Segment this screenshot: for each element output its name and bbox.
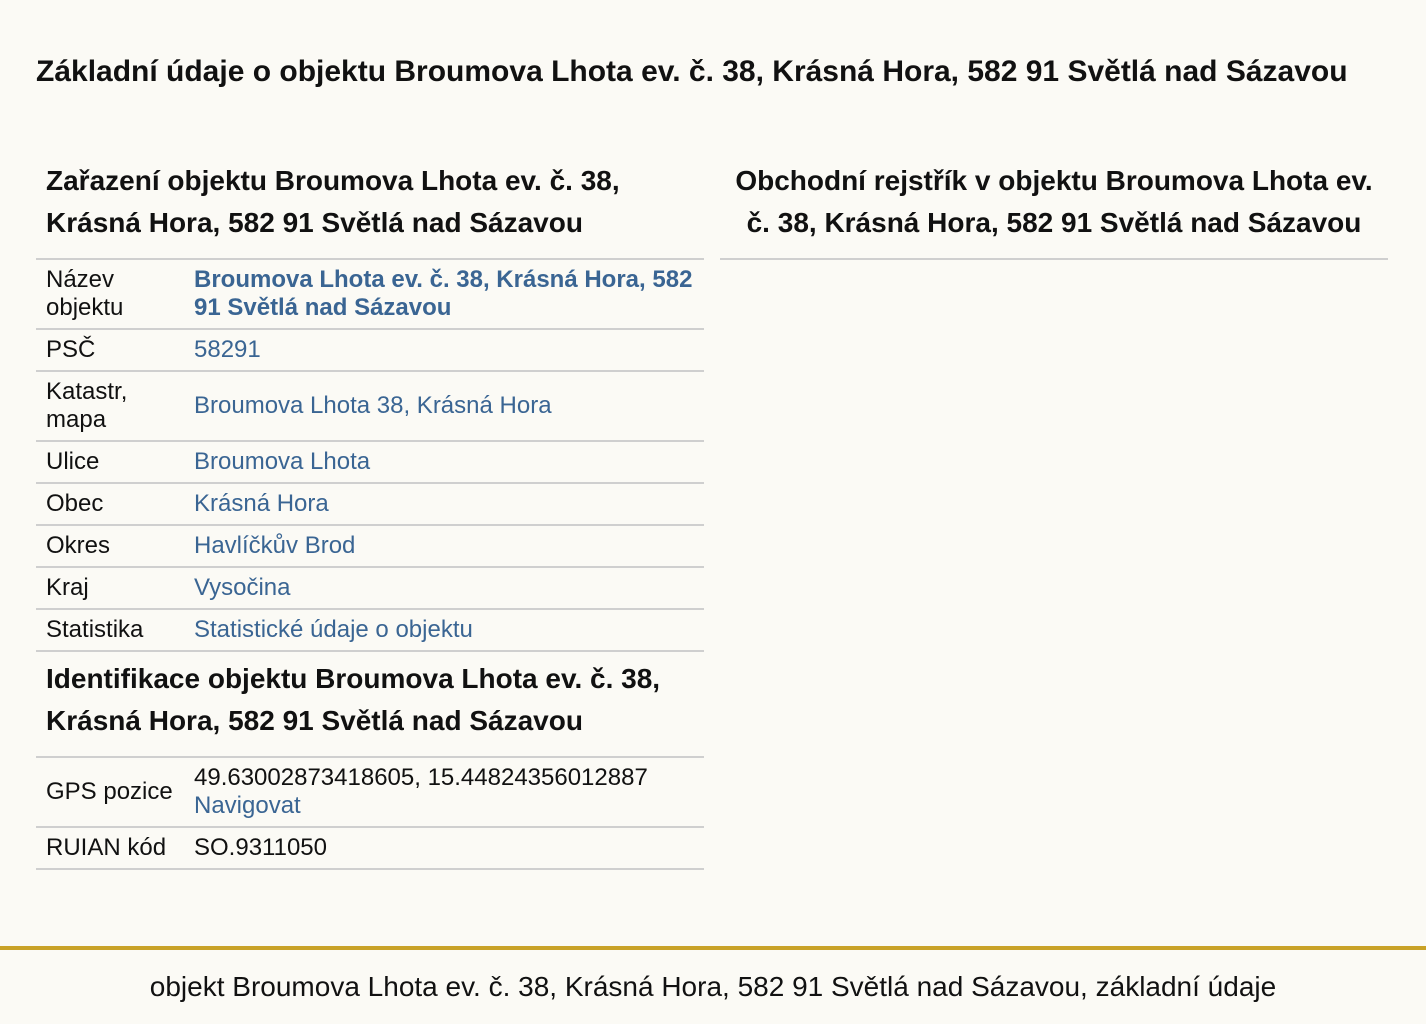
right-column bbox=[720, 160, 1388, 260]
page-title: Základní údaje o objektu Broumova Lhota ev. č. 38, Krásná Hora, 582 91 Světlá nad Sázavou bbox=[36, 55, 1348, 88]
row-label-psc: PSČ bbox=[36, 329, 186, 371]
classification-heading: Zařazení objektu Broumova Lhota ev. č. 38, Krásná Hora, 582 91 Světlá nad Sázavou bbox=[36, 160, 704, 260]
table-row bbox=[36, 441, 704, 483]
object-name-link[interactable]: Broumova Lhota ev. č. 38, Krásná Hora, 582 91 Světlá nad Sázavou bbox=[194, 266, 693, 321]
table-row bbox=[36, 525, 704, 567]
table-row bbox=[36, 329, 704, 371]
ruian-code: SO.9311050 bbox=[186, 827, 704, 869]
footer-text: objekt Broumova Lhota ev. č. 38, Krásná Hora, 582 91 Světlá nad Sázavou, základní údaje bbox=[149, 971, 1277, 1002]
municipality-link[interactable]: Krásná Hora bbox=[194, 490, 329, 517]
statistics-link[interactable]: Statistické údaje o objektu bbox=[194, 616, 473, 643]
row-label-municipality: Obec bbox=[36, 483, 186, 525]
navigate-link[interactable]: Navigovat bbox=[194, 792, 301, 819]
row-label-cadastre: Katastr, mapa bbox=[36, 371, 186, 441]
row-label-region: Kraj bbox=[36, 567, 186, 609]
table-row bbox=[36, 371, 704, 441]
street-link[interactable]: Broumova Lhota bbox=[194, 448, 371, 475]
district-link[interactable]: Havlíčkův Brod bbox=[194, 532, 356, 559]
table-row bbox=[36, 483, 704, 525]
identification-table bbox=[36, 758, 704, 870]
row-label-object-name: Název objektu bbox=[36, 260, 186, 329]
business-register-heading: Obchodní rejstřík v objektu Broumova Lhota ev. č. 38, Krásná Hora, 582 91 Světlá nad Sázavou bbox=[720, 160, 1388, 260]
footer bbox=[0, 946, 1426, 1020]
row-label-ruian: RUIAN kód bbox=[36, 827, 186, 869]
classification-table bbox=[36, 260, 704, 652]
psc-link[interactable]: 58291 bbox=[194, 336, 261, 363]
gps-coordinates: 49.63002873418605, 15.44824356012887 bbox=[194, 764, 648, 791]
table-row bbox=[36, 567, 704, 609]
identification-heading: Identifikace objektu Broumova Lhota ev. č. 38, Krásná Hora, 582 91 Světlá nad Sázavou bbox=[36, 658, 704, 758]
table-row bbox=[36, 758, 704, 827]
row-label-gps: GPS pozice bbox=[36, 758, 186, 827]
row-label-statistics: Statistika bbox=[36, 609, 186, 651]
row-label-street: Ulice bbox=[36, 441, 186, 483]
region-link[interactable]: Vysočina bbox=[194, 574, 291, 601]
row-label-district: Okres bbox=[36, 525, 186, 567]
table-row bbox=[36, 827, 704, 869]
table-row bbox=[36, 609, 704, 651]
table-row bbox=[36, 260, 704, 329]
cadastre-map-link[interactable]: Broumova Lhota 38, Krásná Hora bbox=[194, 392, 552, 419]
identification-section bbox=[36, 658, 704, 870]
left-column bbox=[36, 160, 704, 870]
